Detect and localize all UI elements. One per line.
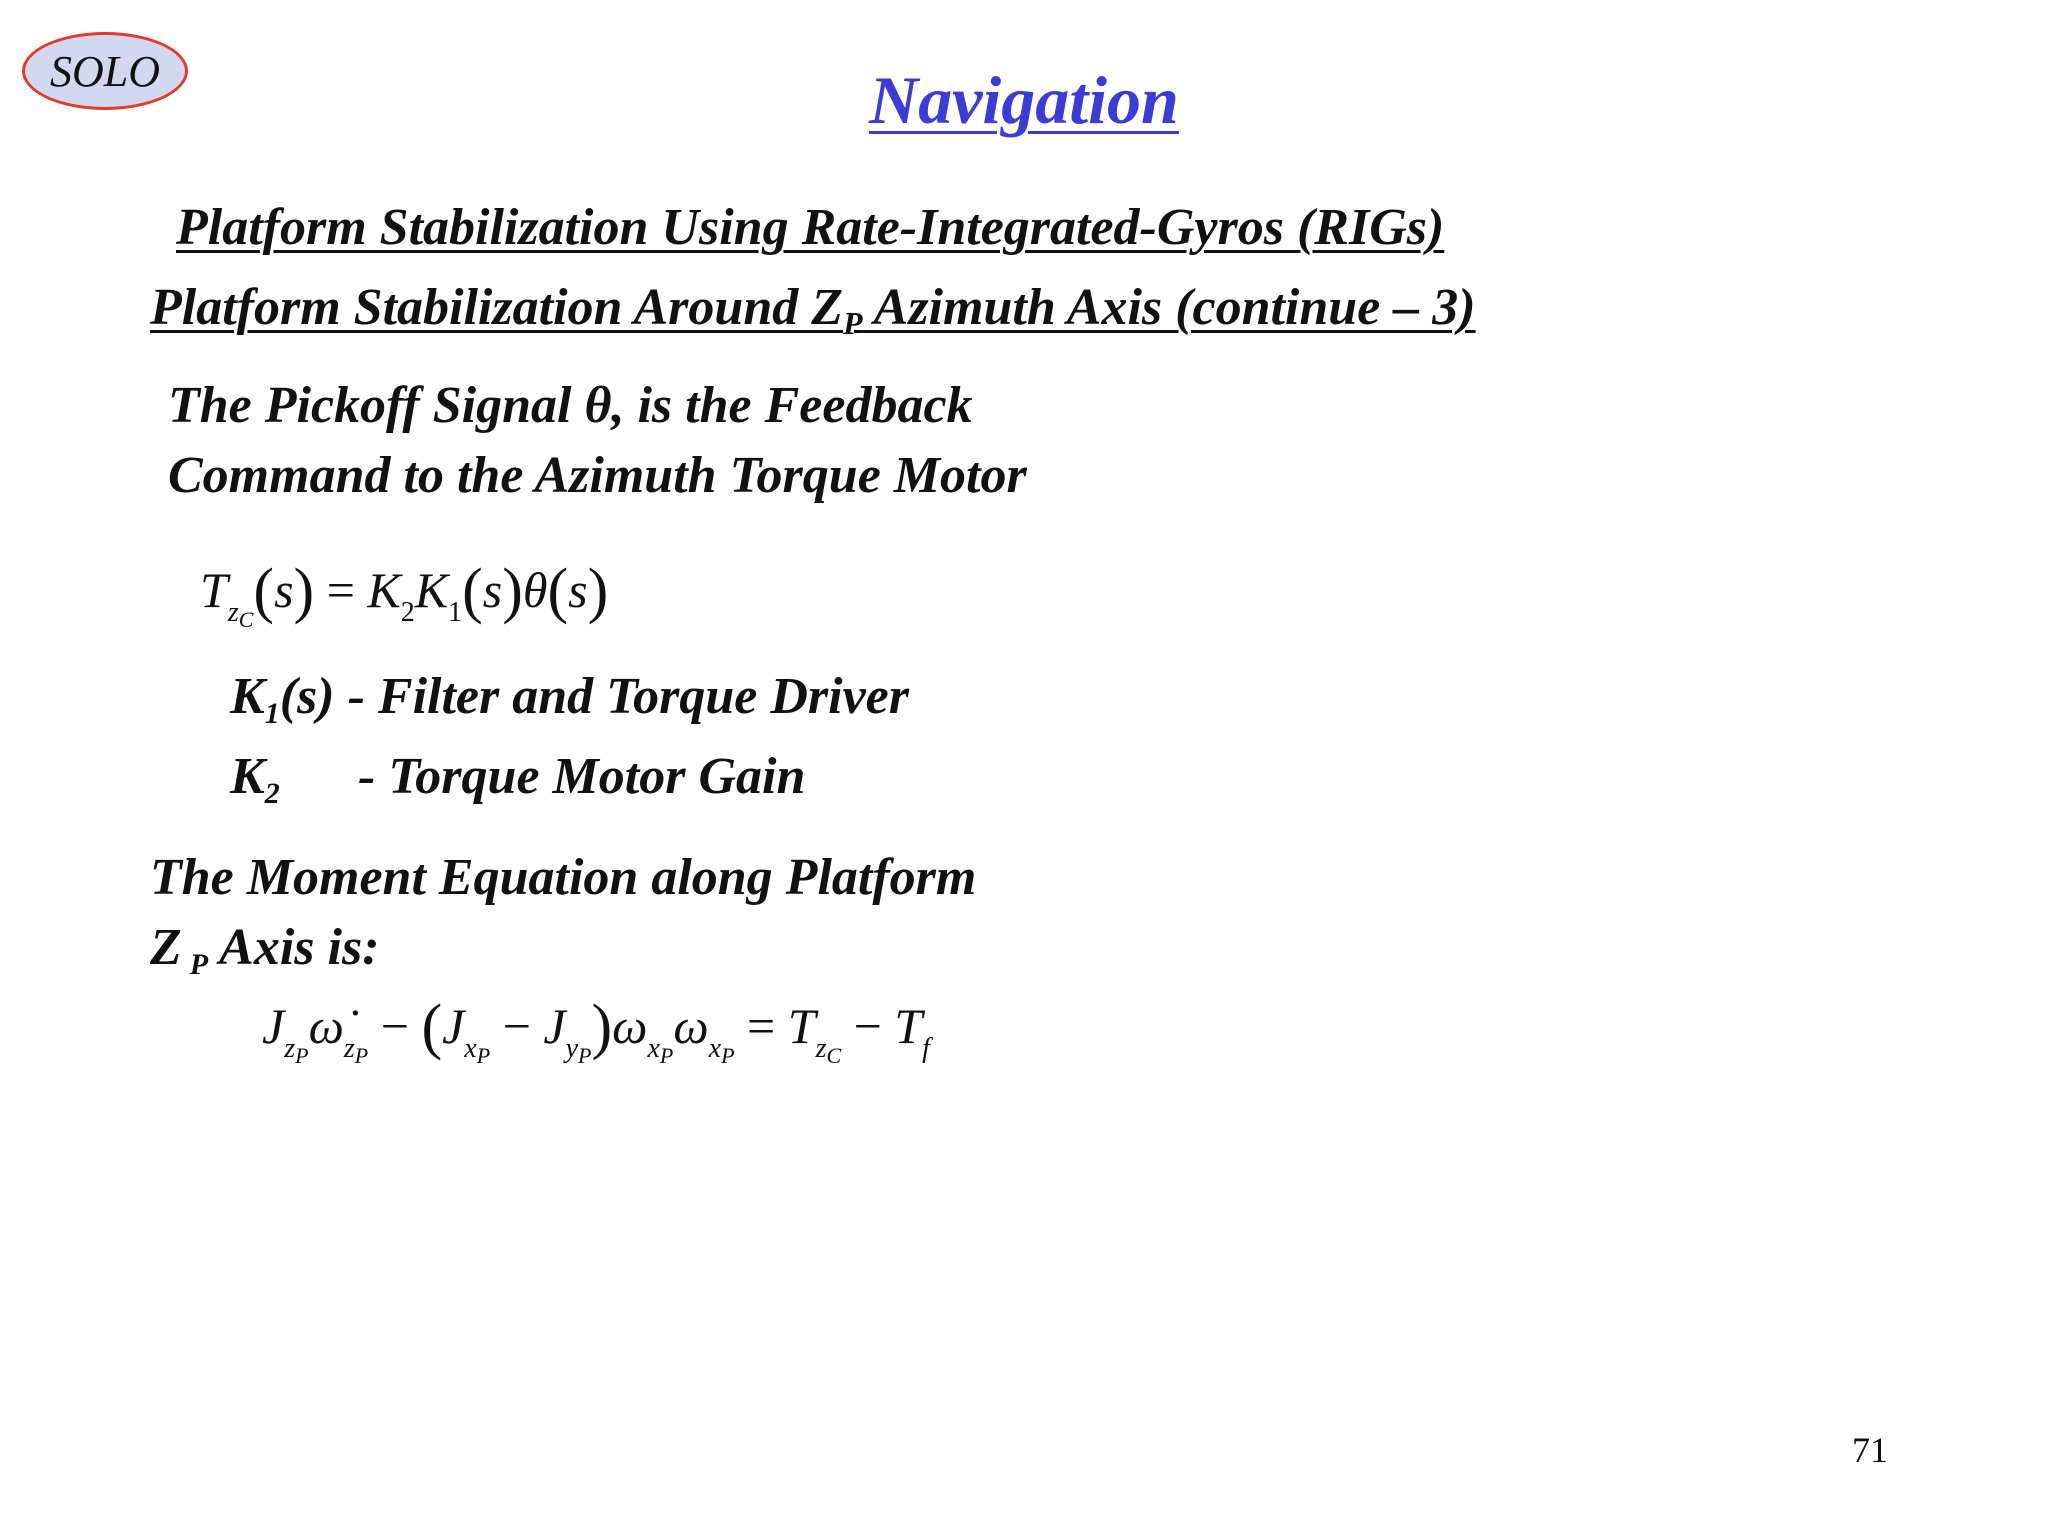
section-heading: Platform Stabilization Using Rate-Integrated-Gyros (RIGs) (176, 199, 1445, 256)
pickoff-line-2: Command to the Azimuth Torque Motor (168, 447, 1027, 504)
definition-k2-subscript: 2 (264, 777, 280, 810)
torque-equation: $T_{z_C}(s) = K_2K_1(s)\theta(s)$ (200, 557, 609, 632)
moment-line-2-symbol: Z (150, 919, 182, 976)
subsection-heading (150, 279, 1476, 341)
definition-k2 (230, 748, 806, 810)
badge-label: SOLO (49, 46, 161, 96)
moment-line-2-rest: Axis is: (208, 919, 380, 976)
moment-paragraph (150, 843, 976, 1000)
page-title: Navigation (869, 62, 1179, 138)
moment-line-2-subscript: P (189, 948, 209, 981)
definition-k1-desc: - Filter and Torque Driver (334, 668, 909, 725)
page-number: 71 (1852, 1430, 1888, 1470)
definition-k1 (230, 668, 909, 730)
moment-equation: $J_{z_P}\omegȧ_{z_P} - (J_{x_P} - J_{y_P})\omega_{x_P}\omega_{x_P} = T_{z_C} - T_f$ (262, 993, 930, 1068)
definition-k1-arg: (s) (279, 668, 335, 725)
definition-k1-symbol: K (230, 668, 265, 725)
subsection-heading-subscript: P (843, 305, 863, 341)
moment-line-1: The Moment Equation along Platform (150, 849, 977, 906)
moment-line-2 (150, 913, 976, 1000)
definition-k1-subscript: 1 (264, 697, 280, 730)
subsection-heading-suffix: Azimuth Axis (continue – 3) (862, 279, 1476, 336)
definition-k2-symbol: K (230, 748, 265, 805)
pickoff-line-1: The Pickoff Signal θ, is the Feedback (168, 377, 973, 434)
subsection-heading-prefix: Platform Stabilization Around Z (150, 279, 844, 336)
pickoff-paragraph (168, 371, 1027, 511)
definition-k2-desc: - Torque Motor Gain (358, 748, 806, 805)
